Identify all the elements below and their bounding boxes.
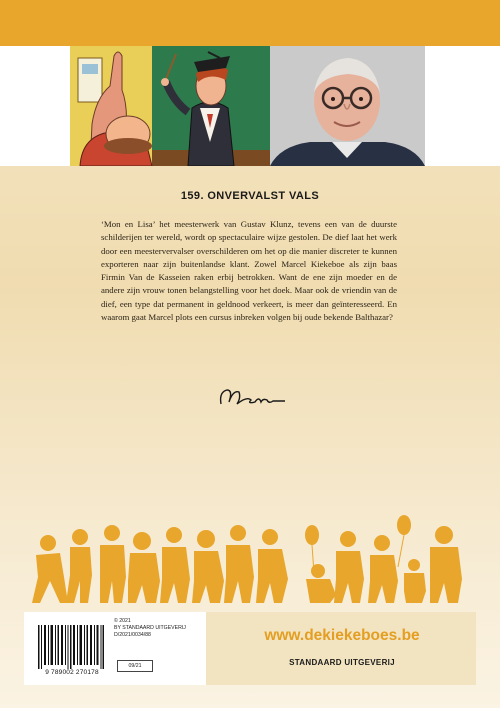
- merho-signature-icon: [217, 382, 287, 412]
- silhouette-parade: [30, 515, 470, 605]
- publisher-name: STANDAARD UITGEVERIJ: [289, 658, 395, 667]
- author-photo: [270, 46, 425, 166]
- album-title: 159. ONVERVALST VALS: [180, 190, 320, 202]
- copyright-info: [114, 618, 186, 639]
- comic-teacher-scene: [70, 46, 270, 166]
- comic-panel: [70, 46, 270, 166]
- barcode-number: 9 789002 270178: [45, 669, 99, 676]
- copyright-year: © 2021: [114, 618, 131, 624]
- top-band: [0, 0, 500, 46]
- website-url: www.dekiekeboes.be: [264, 627, 420, 644]
- barcode-icon: [38, 625, 104, 669]
- print-code: 09/21: [117, 660, 153, 672]
- copyright-holder: BY STANDAARD UITGEVERIJ: [114, 625, 186, 631]
- legal-deposit: D/2021/0034/88: [114, 632, 151, 638]
- author-portrait: [270, 46, 425, 166]
- character-silhouettes: [30, 515, 470, 605]
- album-blurb: ‘Mon en Lisa’ het meesterwerk van Gustav Klunz, tevens een van de duurste schilderijen ter wereld, wordt op spectaculaire wijze gestolen. De dief laat het werk door een meestervervalser overschilderen om het op die manier discreter te kunnen exporteren naar zijn buitenlandse klant. Zowel Marcel Kiekeboe als zijn baas Firmin Van de Kasseien raken erbij betrokken. Want de ene zijn moeder en de andere zijn vrouw tonen belangstelling voor het doek. Maar ook de vriendin van de dief, een type dat permanent in geldnood verkeert, is meer dan geïnteresseerd. En waarom gaat Marcel plots een cursus inbreken volgen bij oude bekende Balthazar?: [101, 219, 397, 323]
